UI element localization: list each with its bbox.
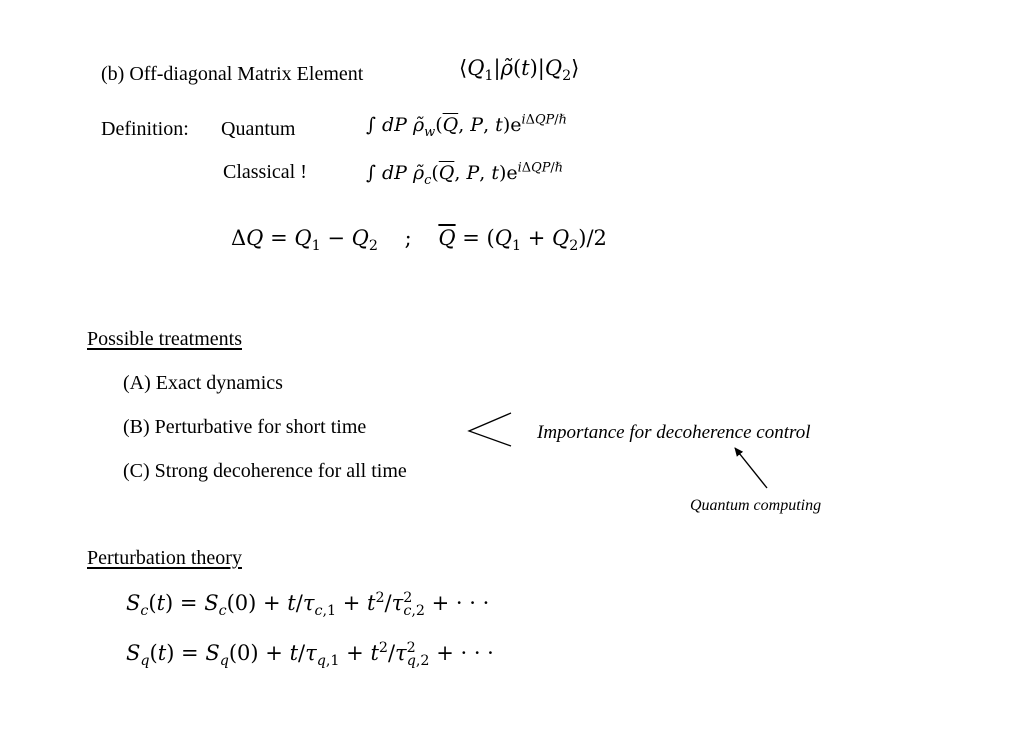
relations-formula: $\Delta Q = Q_1 - Q_2$ ; $\overline{Q} = (Q_1 + Q_2)/2$ [231,226,607,255]
perturbation-formula-classical: $S_c(t) = S_c(0) + t/\tau_{c,1} + t^2/\tau^2_{c,2}$ + · · · [126,590,490,620]
treatment-item-a: (A) Exact dynamics [123,372,283,394]
sub-annotation-text: Quantum computing [690,497,822,514]
treatment-item-b: (B) Perturbative for short time [123,416,367,438]
quantum-label: Quantum [221,118,296,140]
quantum-formula: ∫ dP $\rhõ_w(\overline{Q}$, P, $t)e^{i\Delta QP/\hbar}$ [366,112,567,140]
matrix-element-formula: $⟨Q_1|\rhõ(t)|Q_2⟩$ [459,56,580,85]
treatment-item-c: (C) Strong decoherence for all time [123,460,407,482]
perturbation-title: Perturbation theory [87,547,242,569]
classical-label: Classical ! [223,161,307,183]
angle-bracket-icon [469,413,511,446]
arrow-icon [735,448,767,488]
definition-label: Definition: [101,118,189,140]
section-heading: (b) Off-diagonal Matrix Element [101,63,364,85]
treatments-title: Possible treatments [87,328,242,350]
classical-formula: ∫ dP $\rhõ_c(\overline{Q}$, P, $t)e^{i\Delta QP/\hbar}$ [366,160,564,188]
annotation-text: Importance for decoherence control [537,422,811,443]
perturbation-formula-quantum: $S_q(t) = S_q(0) + t/\tau_{q,1} + t^2/\tau^2_{q,2}$ + · · · [126,640,494,670]
